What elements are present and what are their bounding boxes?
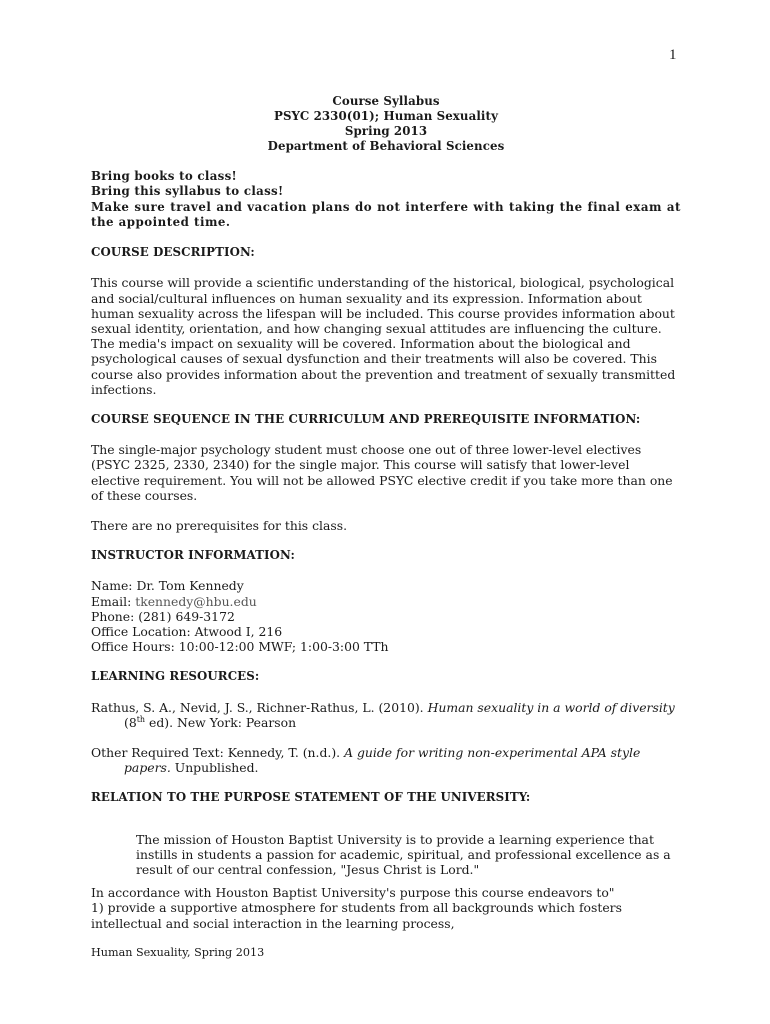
- course-description-heading: COURSE DESCRIPTION:: [91, 245, 255, 260]
- purpose-item-1: 1) provide a supportive atmosphere for students from all backgrounds which fosters intellectual and social interaction in the learning process,: [91, 900, 622, 931]
- course-sequence-text: The single-major psychology student must choose one out of three lower-level electives (PSYC 2325, 2330, 2340) for the single major. This course will satisfy that lower-level elective requirement. You will not be allowed PSYC elective credit if you take more than one of these courses.: [91, 442, 673, 503]
- reference-textbook-edition-pre: (8: [124, 714, 137, 730]
- header-line-term: Spring 2013: [344, 124, 428, 138]
- reference-guide-pre: Other Required Text: Kennedy, T. (n.d.).: [91, 745, 345, 761]
- purpose-accordance: [91, 885, 681, 931]
- reference-guide-title: A guide for writing non-experimental APA style papers.: [124, 745, 641, 776]
- reference-textbook: [91, 700, 681, 730]
- learning-resources-heading: LEARNING RESOURCES:: [91, 669, 260, 684]
- reference-guide: [91, 745, 681, 775]
- instructor-hours: 10:00-12:00 MWF; 1:00-3:00 TTh: [178, 639, 389, 655]
- mission-statement: The mission of Houston Baptist University is to provide a learning experience that instills in students a passion for academic, spiritual, and professional excellence as a result of our central confession, "Jesus Christ is Lord.": [136, 831, 671, 878]
- reference-textbook-authors: Rathus, S. A., Nevid, J. S., Richner-Rathus, L. (2010).: [91, 699, 428, 715]
- instructor-name-row: [91, 578, 681, 593]
- instructor-hours-label: Office Hours:: [91, 639, 179, 655]
- instructor-phone-row: [91, 609, 681, 624]
- course-sequence-heading: COURSE SEQUENCE IN THE CURRICULUM AND PREREQUISITE INFORMATION:: [91, 412, 641, 427]
- instructor-phone-label: Phone:: [91, 608, 139, 624]
- course-description-text: This course will provide a scientific understanding of the historical, biological, psychological and social/cultural influences on human sexuality and its expression. Information about human sexuality across the lifespan will be included. This course provides information about sexual identity, orientation, and how changing sexual attitudes are influencing the culture. The media's impact on sexuality will be covered. Information about the biological and psychological causes of sexual dysfunction and their treatments will also be covered. This course also provides information about the prevention and treatment of sexually transmitted infections.: [91, 275, 676, 397]
- header-line-course: PSYC 2330(01); Human Sexuality: [273, 109, 499, 123]
- instructor-phone: (281) 649-3172: [138, 608, 235, 624]
- instructor-office: Atwood I, 216: [194, 624, 283, 640]
- prerequisites-text: There are no prerequisites for this class.: [91, 518, 348, 534]
- header-line-title: Course Syllabus: [332, 94, 440, 108]
- reference-guide-post: Unpublished.: [170, 760, 259, 776]
- reference-textbook-title: Human sexuality in a world of diversity: [427, 699, 675, 715]
- instructor-heading: INSTRUCTOR INFORMATION:: [91, 548, 295, 563]
- instructor-hours-row: [91, 639, 681, 654]
- instructor-info: [91, 578, 681, 654]
- reference-textbook-edition-post: ed). New York: Pearson: [145, 714, 297, 730]
- instructor-email-row: [91, 594, 681, 609]
- instructor-office-row: [91, 624, 681, 639]
- instructor-name: Dr. Tom Kennedy: [136, 578, 244, 594]
- purpose-heading: RELATION TO THE PURPOSE STATEMENT OF THE UNIVERSITY:: [91, 790, 531, 805]
- page-number: 1: [669, 47, 677, 63]
- notices-block: [91, 169, 681, 230]
- notice-syllabus: Bring this syllabus to class!: [91, 184, 284, 199]
- reference-textbook-edition-sup: th: [136, 714, 146, 724]
- document-body: [91, 94, 681, 931]
- notice-books: Bring books to class!: [91, 169, 238, 183]
- instructor-name-label: Name:: [91, 578, 137, 594]
- header-line-department: Department of Behavioral Sciences: [267, 139, 505, 153]
- instructor-email-link[interactable]: tkennedy@hbu.edu: [135, 593, 257, 609]
- page-footer: Human Sexuality, Spring 2013: [91, 946, 265, 959]
- purpose-accordance-text: In accordance with Houston Baptist University's purpose this course endeavors to": [91, 885, 615, 901]
- syllabus-header: [91, 94, 681, 154]
- instructor-office-label: Office Location:: [91, 624, 195, 640]
- instructor-email-label: Email:: [91, 593, 136, 609]
- notice-final-exam: Make sure travel and vacation plans do not interfere with taking the final exam at the appointed time.: [91, 199, 681, 229]
